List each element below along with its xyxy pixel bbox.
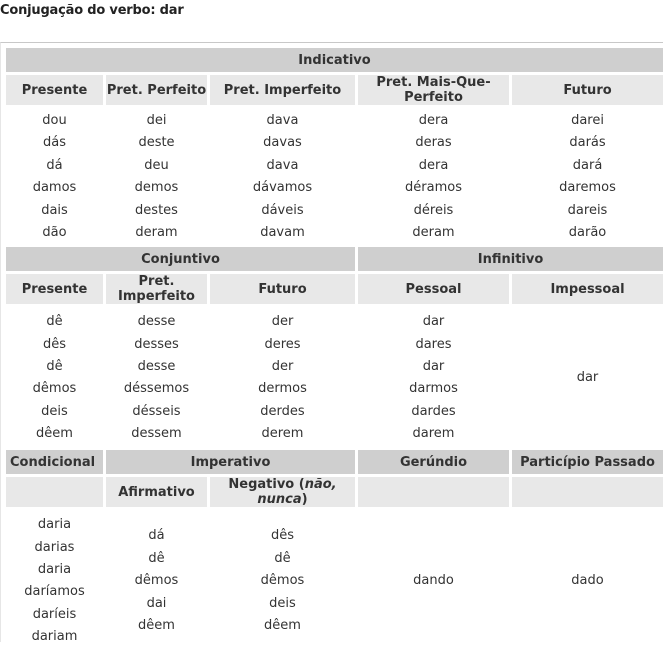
verb-form: daríamos bbox=[24, 584, 85, 600]
conjuntivo-futuro-forms bbox=[210, 307, 355, 447]
verb-form: dera bbox=[418, 157, 449, 173]
page-title: Conjugação do verbo: dar bbox=[0, 3, 184, 18]
verb-form: dariam bbox=[31, 629, 78, 645]
participio-subheader-blank bbox=[512, 477, 663, 507]
verb-form: deres bbox=[264, 336, 301, 352]
verb-form: darei bbox=[571, 113, 604, 128]
indicativo-col-header: Pret. Imperfeito bbox=[210, 75, 355, 105]
verb-form: deu bbox=[144, 157, 169, 173]
verb-form: desse bbox=[137, 359, 176, 375]
verb-form: dar bbox=[422, 359, 445, 375]
conjuntivo-imperfeito-forms bbox=[106, 307, 207, 447]
verb-form: dai bbox=[146, 595, 167, 611]
participio-form: dado bbox=[571, 572, 604, 588]
gerundio-subheader-blank bbox=[358, 477, 509, 507]
verb-form: darmos bbox=[409, 381, 458, 397]
verb-form: dão bbox=[42, 225, 67, 241]
verb-form: dei bbox=[146, 113, 167, 128]
indicativo-col-header: Pret. Perfeito bbox=[106, 75, 207, 105]
verb-form: daria bbox=[37, 517, 72, 533]
infinitivo-heading: Infinitivo bbox=[358, 247, 663, 271]
conjuntivo-col-header: Presente bbox=[6, 274, 103, 304]
indicativo-col-header: Futuro bbox=[512, 75, 663, 105]
verb-form: dês bbox=[42, 336, 67, 352]
verb-form: desse bbox=[137, 314, 176, 330]
gerundio-form: dando bbox=[413, 572, 454, 588]
verb-form: demos bbox=[134, 180, 179, 196]
indicativo-perfeito-forms bbox=[106, 108, 207, 244]
condicional-heading: Condicional bbox=[6, 450, 103, 474]
verb-form: dê bbox=[46, 314, 63, 330]
condicional-forms bbox=[6, 510, 103, 650]
verb-form: dardes bbox=[411, 403, 456, 419]
verb-form: darem bbox=[412, 426, 455, 442]
indicativo-col-header: Pret. Mais-Que-Perfeito bbox=[358, 75, 509, 105]
verb-form: deis bbox=[269, 595, 296, 611]
indicativo-heading: Indicativo bbox=[6, 48, 663, 72]
imperativo-negativo-header bbox=[210, 477, 355, 507]
verb-form: daremos bbox=[559, 180, 616, 196]
verb-form: déramos bbox=[405, 180, 462, 196]
verb-form: destes bbox=[135, 202, 178, 218]
verb-form: dás bbox=[43, 135, 66, 151]
indicativo-imperfeito-forms bbox=[210, 108, 355, 244]
verb-form: deram bbox=[412, 225, 455, 241]
condicional-subheader-blank bbox=[6, 477, 103, 507]
verb-form: dáveis bbox=[261, 202, 304, 218]
verb-form: dê bbox=[274, 550, 291, 566]
imperativo-afirmativo-forms bbox=[106, 510, 207, 650]
verb-form: deram bbox=[135, 225, 178, 241]
verb-form: dá bbox=[46, 157, 63, 173]
verb-form: darás bbox=[569, 135, 606, 151]
verb-form: dessem bbox=[131, 426, 182, 442]
verb-form: déreis bbox=[413, 202, 454, 218]
verb-form: dêmos bbox=[134, 573, 179, 589]
participio-heading: Particípio Passado bbox=[512, 450, 663, 474]
verb-form: daríeis bbox=[32, 606, 77, 622]
verb-form: dês bbox=[270, 528, 295, 544]
verb-form: dê bbox=[46, 359, 63, 375]
infinitivo-pessoal-forms bbox=[358, 307, 509, 447]
verb-form: der bbox=[271, 359, 294, 375]
verb-form: davas bbox=[263, 135, 302, 151]
verb-form: dermos bbox=[258, 381, 307, 397]
conjugation-table bbox=[3, 45, 663, 653]
indicativo-mais-que-perfeito-forms bbox=[358, 108, 509, 244]
verb-form: dê bbox=[148, 550, 165, 566]
verb-form: dá bbox=[148, 528, 165, 544]
imperativo-afirmativo-header: Afirmativo bbox=[106, 477, 207, 507]
verb-form: darias bbox=[34, 539, 75, 555]
conjuntivo-col-header: Pret. Imperfeito bbox=[106, 274, 207, 304]
indicativo-col-header: Presente bbox=[6, 75, 103, 105]
negativo-label-prefix: Negativo ( bbox=[228, 477, 305, 493]
verb-form: dêem bbox=[36, 426, 73, 442]
verb-form: deras bbox=[415, 135, 452, 151]
verb-form: darão bbox=[568, 225, 607, 241]
conjuntivo-col-header: Futuro bbox=[210, 274, 355, 304]
verb-form: deste bbox=[138, 135, 175, 151]
indicativo-futuro-forms bbox=[512, 108, 663, 244]
infinitivo-col-header: Pessoal bbox=[358, 274, 509, 304]
imperativo-heading: Imperativo bbox=[106, 450, 355, 474]
verb-form: derem bbox=[261, 426, 304, 442]
verb-form: dareis bbox=[567, 202, 608, 218]
verb-form: dêem bbox=[138, 618, 175, 634]
verb-form: dêmos bbox=[32, 381, 77, 397]
indicativo-presente-forms bbox=[6, 108, 103, 244]
verb-form: dais bbox=[41, 202, 68, 218]
verb-form: daria bbox=[37, 562, 72, 578]
verb-form: desses bbox=[134, 336, 179, 352]
imperativo-negativo-forms bbox=[210, 510, 355, 650]
verb-form: deis bbox=[41, 403, 68, 419]
verb-form: dava bbox=[266, 157, 299, 173]
negativo-label-emphasis: não, nunca bbox=[257, 477, 337, 508]
verb-form: dêem bbox=[264, 618, 301, 634]
infinitivo-col-header: Impessoal bbox=[512, 274, 663, 304]
verb-form: désseis bbox=[132, 403, 181, 419]
verb-form: der bbox=[271, 314, 294, 330]
verb-form: derdes bbox=[260, 403, 305, 419]
gerundio-heading: Gerúndio bbox=[358, 450, 509, 474]
conjuntivo-heading: Conjuntivo bbox=[6, 247, 355, 271]
verb-form: dera bbox=[418, 113, 449, 128]
verb-form: dava bbox=[266, 113, 299, 128]
verb-form: dávamos bbox=[252, 180, 313, 196]
verb-form: davam bbox=[260, 225, 305, 241]
verb-form: déssemos bbox=[123, 381, 190, 397]
negativo-label-suffix: ) bbox=[301, 492, 308, 508]
verb-form: dou bbox=[42, 113, 67, 128]
verb-form: dares bbox=[415, 336, 452, 352]
verb-form: dêmos bbox=[260, 573, 305, 589]
conjuntivo-presente-forms bbox=[6, 307, 103, 447]
verb-form: dará bbox=[572, 157, 603, 173]
verb-form: dar bbox=[422, 314, 445, 330]
infinitivo-impessoal-form: dar bbox=[576, 369, 599, 385]
verb-form: damos bbox=[32, 180, 77, 196]
